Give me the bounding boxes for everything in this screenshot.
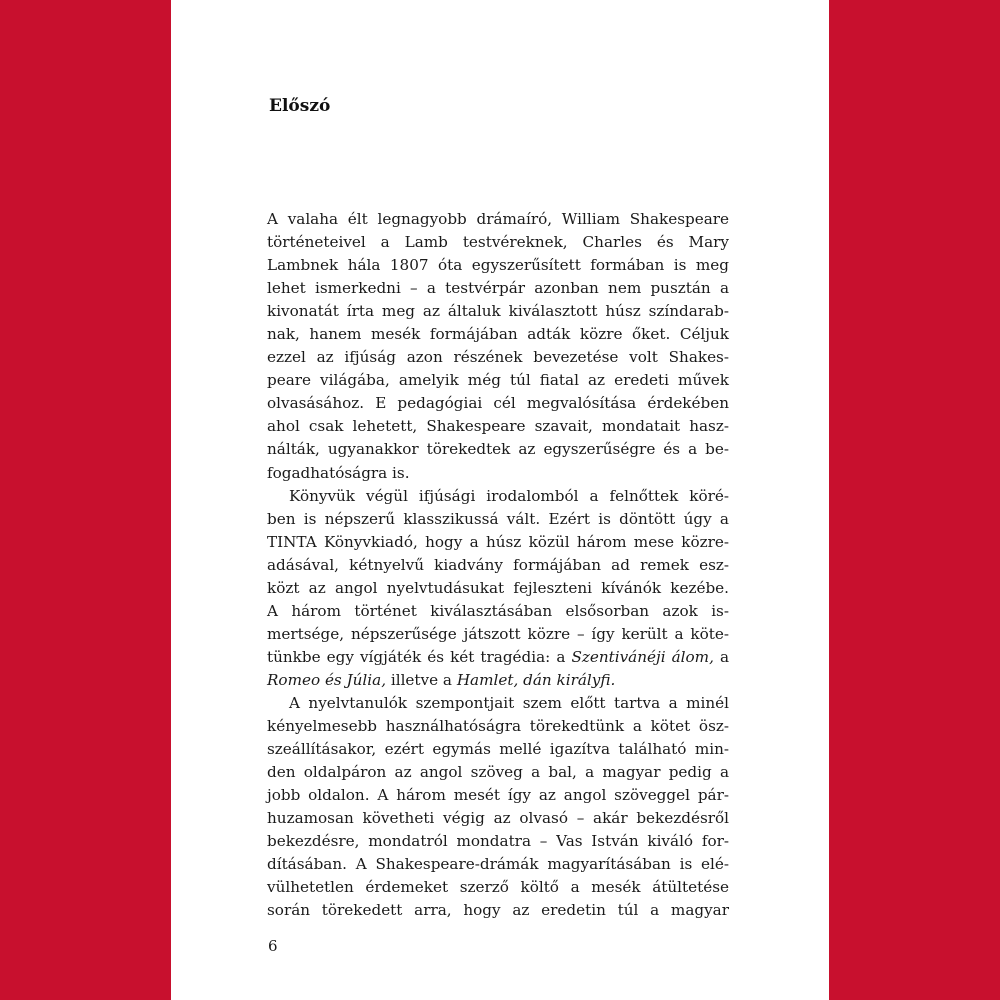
line-text: Lambnek hála 1807 óta egyszerűsített formában is meg (267, 256, 729, 275)
line-text: során törekedett arra, hogy az eredetin túl a magyar (267, 901, 729, 920)
text-line (267, 623, 729, 646)
line-text: közt az angol nyelvtudásukat fejleszteni kívánók kezébe. (267, 578, 729, 597)
text-line (267, 899, 729, 922)
line-text: dításában. A Shakespeare-drámák magyarításában is elé- (267, 855, 729, 874)
line-text: vülhetetlen érdemeket szerző költő a mesék átültetése (267, 878, 729, 897)
italic-title-text: Szentivánéji álom, (571, 647, 714, 666)
text-line (267, 761, 729, 784)
line-text: huzamosan követheti végig az olvasó – akár bekezdésről (267, 809, 729, 828)
text-line (267, 462, 729, 485)
body-text (267, 208, 729, 922)
page-heading: Előszó (269, 96, 331, 116)
text-line (267, 738, 729, 761)
text-line (267, 669, 729, 692)
line-text: a (713, 647, 730, 666)
line-text: nak, hanem mesék formájában adták közre őket. Céljuk (267, 325, 729, 344)
text-line (267, 277, 729, 300)
line-text: illetve a (386, 670, 457, 689)
text-line (267, 784, 729, 807)
text-line (267, 646, 729, 669)
line-text: fogadhatóságra is. (267, 463, 410, 482)
line-text: A három történet kiválasztásában elsősorban azok is- (267, 601, 729, 620)
line-text: bekezdésre, mondatról mondatra – Vas István kiváló for- (267, 832, 729, 851)
line-text: jobb oldalon. A három mesét így az angol szöveggel pár- (267, 786, 729, 805)
text-line (267, 577, 729, 600)
line-text: kivonatát írta meg az általuk kiválasztott húsz színdarab- (267, 302, 729, 321)
italic-title-text: Romeo és Júlia, (267, 670, 387, 689)
line-text: lehet ismerkedni – a testvérpár azonban nem pusztán a (267, 279, 729, 298)
text-line (267, 876, 729, 899)
text-line (267, 807, 729, 830)
line-text: olvasásához. E pedagógiai cél megvalósítása érdekében (267, 394, 729, 413)
text-line (267, 554, 729, 577)
text-line (267, 853, 729, 876)
text-line (267, 508, 729, 531)
line-text: Könyvük végül ifjúsági irodalomból a felnőttek köré- (289, 486, 729, 505)
line-text: történeteivel a Lamb testvéreknek, Charles és Mary (267, 233, 729, 252)
text-line (267, 485, 729, 508)
page-number: 6 (268, 937, 278, 955)
line-text: A nyelvtanulók szempontjait szem előtt tartva a minél (289, 693, 729, 712)
text-line (267, 415, 729, 438)
line-text: mertsége, népszerűsége játszott közre – így került a köte- (267, 624, 729, 643)
text-line (267, 438, 729, 461)
line-text: peare világába, amelyik még túl fiatal az eredeti művek (267, 371, 729, 390)
text-line (267, 323, 729, 346)
line-text: TINTA Könyvkiadó, hogy a húsz közül három mese közre- (267, 532, 729, 551)
text-line (267, 231, 729, 254)
text-line (267, 715, 729, 738)
line-text: kényelmesebb használhatóságra törekedtünk a kötet ösz- (267, 717, 729, 736)
line-text: ahol csak lehetett, Shakespeare szavait, mondatait hasz- (267, 417, 729, 436)
line-text: ben is népszerű klasszikussá vált. Ezért is döntött úgy a (267, 509, 729, 528)
italic-title-text: Hamlet, dán királyfi. (456, 670, 616, 689)
text-line (267, 300, 729, 323)
line-text: A valaha élt legnagyobb drámaíró, William Shakespeare (267, 210, 729, 228)
line-text: nálták, ugyanakkor törekedtek az egyszerűségre és a be- (267, 440, 729, 459)
line-text: tünkbe egy vígjáték és két tragédia: a (267, 647, 572, 666)
line-text: adásával, kétnyelvű kiadvány formájában ad remek esz- (267, 555, 729, 574)
text-line (267, 830, 729, 853)
book-page (171, 0, 829, 1000)
text-line (267, 369, 729, 392)
text-line (267, 346, 729, 369)
text-line (267, 392, 729, 415)
text-line (267, 208, 729, 231)
text-line (267, 600, 729, 623)
text-line (267, 531, 729, 554)
line-text: ezzel az ifjúság azon részének bevezetése volt Shakes- (267, 348, 729, 367)
line-text: szeállításakor, ezért egymás mellé igazítva található min- (267, 740, 729, 759)
line-text: den oldalpáron az angol szöveg a bal, a magyar pedig a (267, 763, 729, 782)
text-line (267, 692, 729, 715)
text-line (267, 254, 729, 277)
